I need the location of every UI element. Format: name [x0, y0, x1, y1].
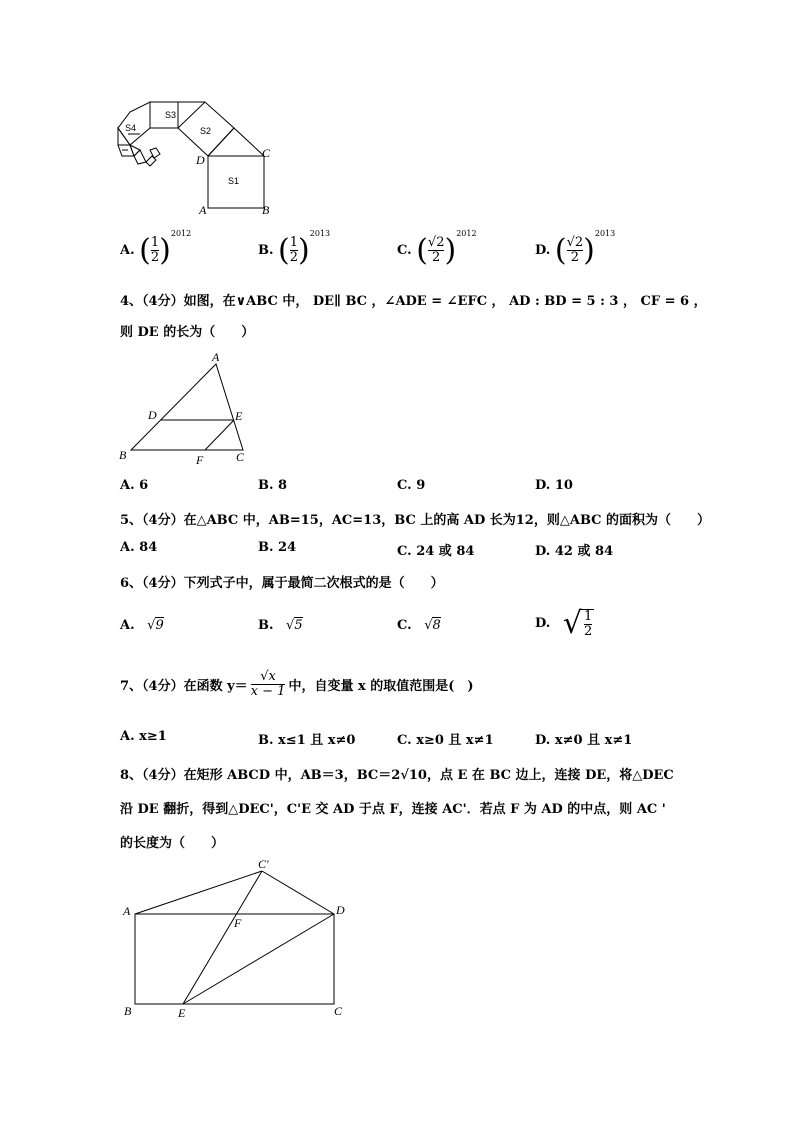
q7-option-d[interactable]: D. x≠0 且 x≠1 [535, 733, 633, 748]
q7-option-b[interactable]: B. x≤1 且 x≠0 [258, 733, 356, 748]
q4-label-e: E [235, 409, 243, 423]
label-s1: S1 [228, 176, 240, 186]
q4-option-b[interactable]: B. 8 [258, 478, 288, 493]
q7-option-a[interactable]: A. x≥1 [120, 729, 167, 744]
label-s2: S2 [200, 126, 212, 136]
q4-option-d[interactable]: D. 10 [535, 478, 573, 493]
q5-stem: 5、（4分）在△ABC 中，AB=15，AC=13，BC 上的高 AD 长为12，则△ABC 的面积为（ ） [120, 513, 711, 528]
q3-option-a[interactable]: A. ( $\frac{1}{2}$ )$^{2012}$ [120, 229, 192, 268]
label-s4: S4 [125, 123, 137, 133]
label-a: A [199, 203, 207, 217]
q4-option-a[interactable]: A. 6 [120, 478, 149, 493]
q4-stem-line2: 则 DE 的长为（ ） [120, 325, 255, 340]
q8-figure [115, 852, 355, 1024]
q8-label-c: C [334, 1004, 343, 1018]
label-c: C [262, 146, 271, 160]
q4-label-c: C [236, 450, 245, 464]
q3-option-b[interactable]: B. ( $\frac{1}{2}$ )$^{2013}$ [258, 229, 331, 268]
q5-option-c[interactable]: C. 24 或 84 [397, 544, 475, 559]
label-d: D [196, 153, 205, 167]
label-s3: S3 [165, 110, 177, 120]
q3-figure [110, 95, 290, 220]
q7-option-c[interactable]: C. x≥0 且 x≠1 [397, 733, 494, 748]
q6-option-c[interactable]: C. √8 [397, 618, 441, 633]
q5-option-d[interactable]: D. 42 或 84 [535, 544, 614, 559]
q4-option-c[interactable]: C. 9 [397, 478, 426, 493]
q3-option-c[interactable]: C. ( $\frac{√2}{2}$ )$^{2012}$ [397, 229, 477, 268]
q8-label-a: A [123, 904, 131, 918]
q4-label-d: D [148, 408, 157, 422]
q5-option-a[interactable]: A. 84 [120, 540, 158, 555]
label-b: B [262, 203, 270, 217]
q7-stem: 7、（4分）在函数 y＝ $\frac{√x}{x - 1}$ 中，自变量 x 的取值范围是( ) [120, 669, 474, 699]
q8-label-d: D [336, 903, 345, 917]
q5-option-b[interactable]: B. 24 [258, 540, 297, 555]
q4-label-f: F [196, 453, 204, 467]
q4-figure [115, 348, 260, 468]
q8-stem-line2: 沿 DE 翻折，得到△DEC'，C'E 交 AD 于点 F，连接 AC'．若点 F 为 AD 的中点，则 AC ' [120, 802, 666, 817]
q6-stem: 6、（4分）下列式子中，属于最简二次根式的是（ ） [120, 576, 444, 591]
q8-stem-line1: 8、（4分）在矩形 ABCD 中，AB＝3，BC＝2√10，点 E 在 BC 边上，连接 DE，将△DEC [120, 768, 674, 783]
q8-label-e: E [178, 1006, 186, 1020]
q8-label-f: F [234, 916, 242, 930]
q8-stem-line3: 的长度为（ ） [120, 836, 225, 851]
q6-option-d[interactable]: D. √ $\frac{1}{2}$ [535, 606, 593, 641]
q8-label-c-prime: C' [258, 857, 269, 871]
q6-option-a[interactable]: A. √9 [120, 618, 164, 633]
q4-stem-line1: 4、（4分）如图，在∨ABC 中， DE∥ BC ，∠ADE = ∠EFC ， AD : BD = 5 : 3 ， CF = 6 ， [120, 294, 707, 309]
q4-label-b: B [119, 448, 127, 462]
q3-option-d[interactable]: D. ( $\frac{√2}{2}$ )$^{2013}$ [535, 229, 616, 268]
q4-label-a: A [212, 350, 220, 364]
q8-label-b: B [124, 1004, 132, 1018]
q6-option-b[interactable]: B. √5 [258, 618, 303, 633]
